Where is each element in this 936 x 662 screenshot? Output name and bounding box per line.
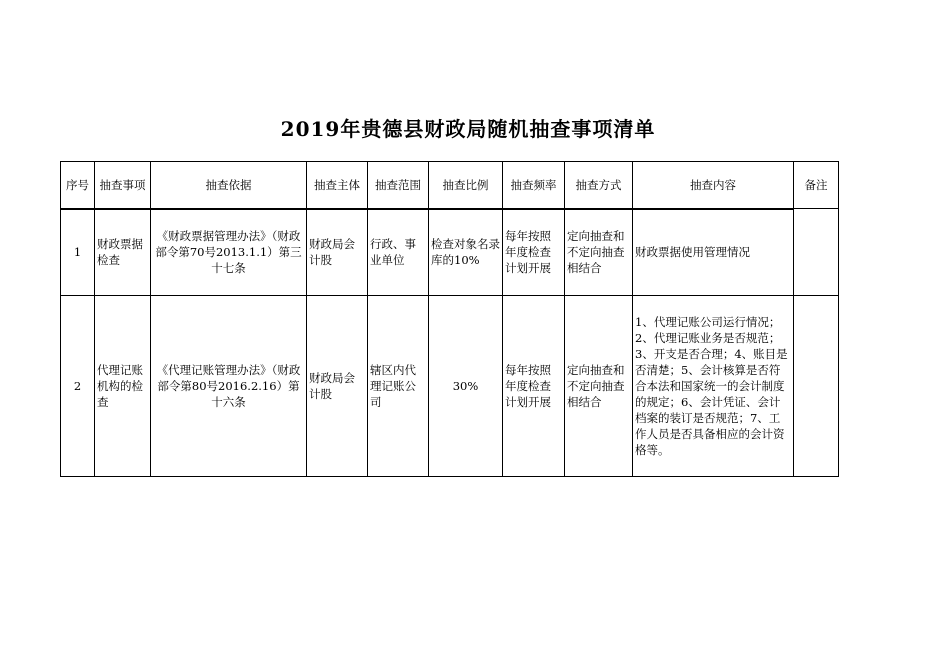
cell-content: 1、代理记账公司运行情况；2、代理记账业务是否规范；3、开支是否合理；4、账目是否清楚；5、会计核算是否符合本法和国家统一的会计制度的规定；6、会计凭证、会计档案的装订是否规范；7、工作人员是否具备相应的会计资格等。: [633, 296, 794, 477]
cell-remark: [794, 296, 839, 477]
cell-no: 2: [61, 296, 95, 477]
header-frequency: 抽查频率: [503, 162, 565, 209]
header-method: 抽查方式: [565, 162, 633, 209]
header-basis: 抽查依据: [151, 162, 307, 209]
page-title: 2019年贵德县财政局随机抽查事项清单: [280, 117, 656, 141]
cell-scope: 辖区内代理记账公司: [368, 296, 429, 477]
cell-frequency: 每年按照年度检查计划开展: [503, 296, 565, 477]
table-row: [61, 296, 839, 477]
cell-subject: 财政局会计股: [307, 209, 368, 296]
cell-remark: [794, 209, 839, 296]
header-content: 抽查内容: [633, 162, 794, 209]
cell-subject: 财政局会计股: [307, 296, 368, 477]
table-header-row: [61, 162, 839, 209]
cell-method: 定向抽查和不定向抽查相结合: [565, 296, 633, 477]
table-row: [61, 209, 839, 296]
cell-frequency: 每年按照年度检查计划开展: [503, 209, 565, 296]
cell-ratio: 检查对象名录库的10%: [429, 209, 503, 296]
cell-basis: 《代理记账管理办法》（财政部令第80号2016.2.16）第十六条: [151, 296, 307, 477]
inspection-checklist-table: [60, 161, 839, 477]
header-subject: 抽查主体: [307, 162, 368, 209]
cell-item: 财政票据检查: [95, 209, 151, 296]
header-ratio: 抽查比例: [429, 162, 503, 209]
header-scope: 抽查范围: [368, 162, 429, 209]
cell-content: 财政票据使用管理情况: [633, 209, 794, 296]
cell-item: 代理记账机构的检查: [95, 296, 151, 477]
header-remark: 备注: [794, 162, 839, 209]
cell-basis: 《财政票据管理办法》（财政部令第70号2013.1.1）第三十七条: [151, 209, 307, 296]
cell-ratio: 30%: [429, 296, 503, 477]
cell-scope: 行政、事业单位: [368, 209, 429, 296]
cell-no: 1: [61, 209, 95, 296]
header-item: 抽查事项: [95, 162, 151, 209]
header-no: 序号: [61, 162, 95, 209]
cell-method: 定向抽查和不定向抽查相结合: [565, 209, 633, 296]
